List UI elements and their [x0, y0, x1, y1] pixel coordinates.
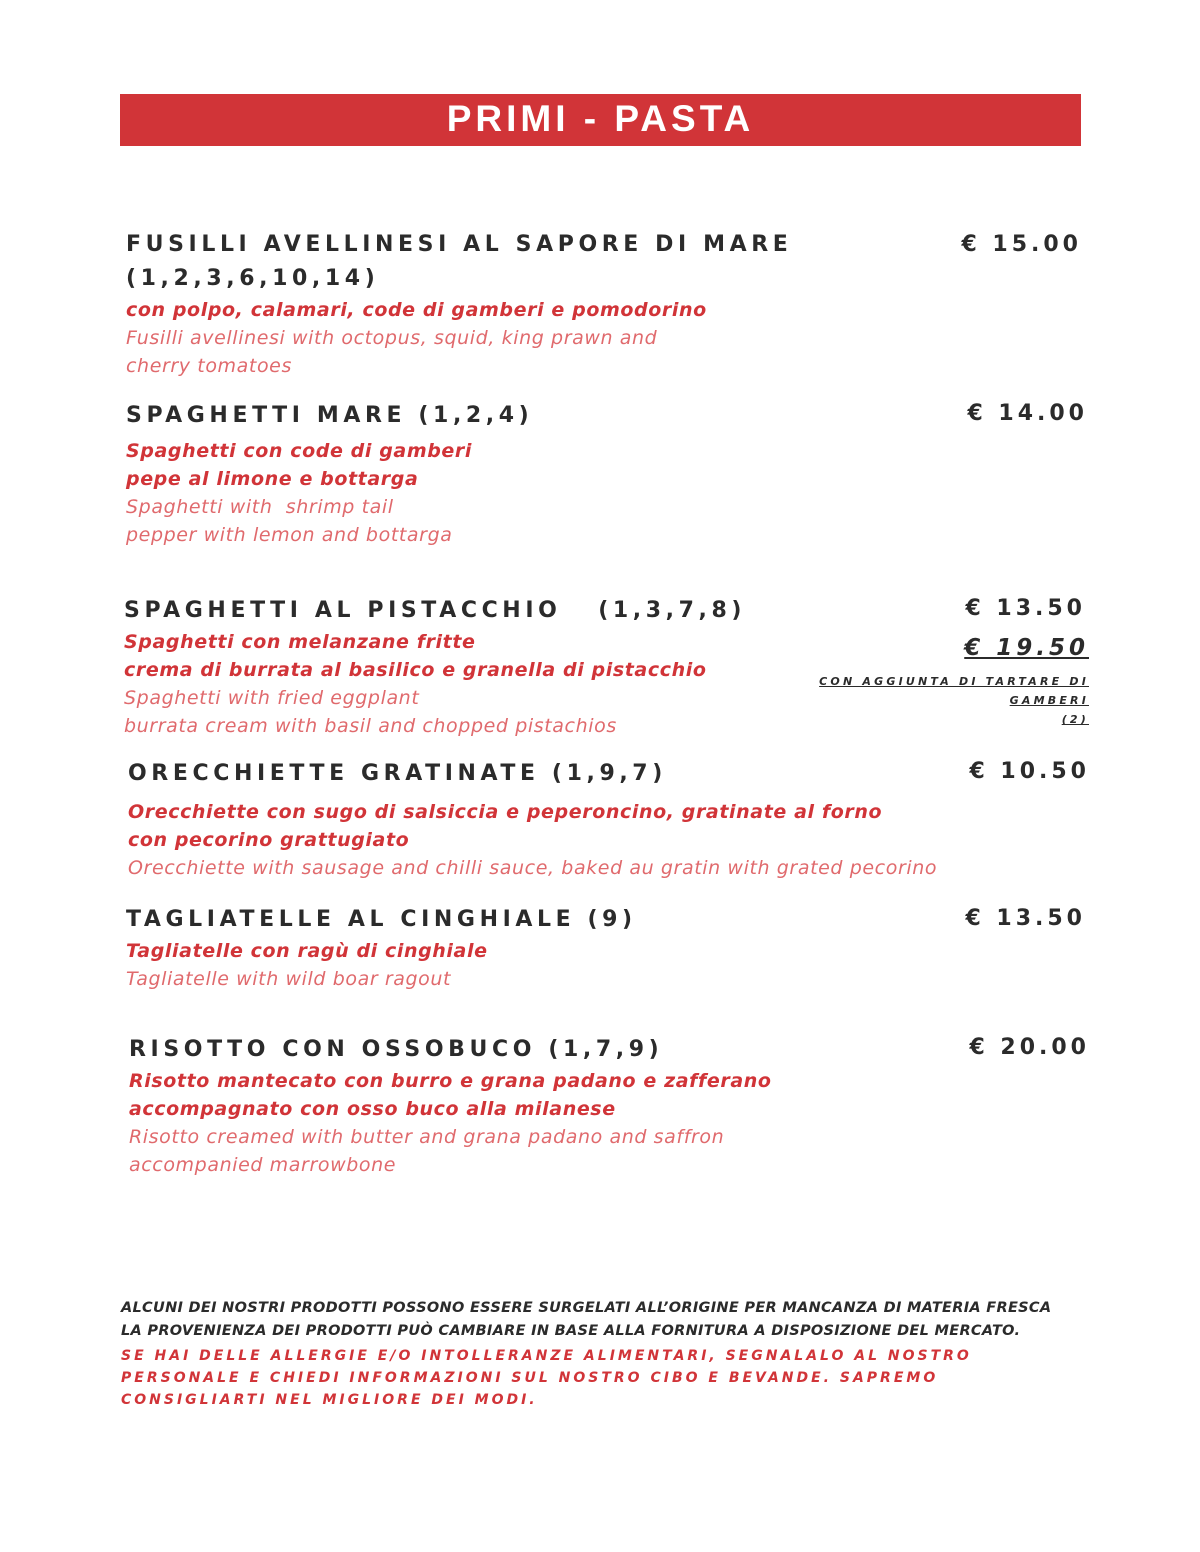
allergy-note: SE HAI DELLE ALLERGIE E/O INTOLLERANZE ALIMENTARI, SEGNALALO AL NOSTRO PERSONALE E CHIEDI INFORMAZIONI SUL NOSTRO CIBO E BEVANDE. SAPREMO CONSIGLIARTI NEL MIGLIORE DEI MODI.: [121, 1348, 972, 1408]
addon-note-line: CON AGGIUNTA DI TARTARE DI: [819, 675, 1089, 688]
addon-note-line: GAMBERI: [1009, 694, 1089, 707]
item-description-en: Spaghetti with shrimp tail: [126, 496, 394, 518]
item-price: € 13.50: [965, 596, 1086, 621]
item-description-it: crema di burrata al basilico e granella di pistacchio: [124, 659, 707, 681]
addon-note: [789, 672, 1089, 729]
item-allergens: (1,2,3,6,10,14): [126, 266, 380, 291]
item-description-en: Fusilli avellinesi with octopus, squid, king prawn and: [126, 327, 658, 349]
item-description-en: Orecchiette with sausage and chilli sauce, baked au gratin with grated pecorino: [128, 857, 938, 879]
item-description-it: con pecorino grattugiato: [128, 829, 410, 851]
item-description-it: Spaghetti con melanzane fritte: [124, 631, 476, 653]
item-price-with-addon: € 19.50: [964, 635, 1089, 661]
item-description-en: Spaghetti with fried eggplant: [124, 687, 420, 709]
section-header: [120, 94, 1081, 146]
item-title: FUSILLI AVELLINESI AL SAPORE DI MARE: [126, 232, 793, 257]
item-price: € 13.50: [965, 906, 1086, 931]
item-description-en: cherry tomatoes: [126, 355, 292, 377]
item-title: RISOTTO CON OSSOBUCO (1,7,9): [129, 1037, 664, 1062]
menu-item-risotto: [129, 1033, 772, 1179]
origin-note: LA PROVENIENZA DEI PRODOTTI PUÒ CAMBIARE IN BASE ALLA FORNITURA A DISPOSIZIONE DEL MERCATO.: [121, 1323, 1021, 1339]
item-price: € 20.00: [969, 1035, 1090, 1060]
item-price: € 15.00: [961, 232, 1082, 257]
item-description-en: pepper with lemon and bottarga: [126, 524, 453, 546]
item-description-it: Orecchiette con sugo di salsiccia e peperoncino, gratinate al forno: [128, 801, 883, 823]
item-description-it: con polpo, calamari, code di gamberi e pomodorino: [126, 299, 707, 321]
item-description-it: accompagnato con osso buco alla milanese: [129, 1098, 616, 1120]
item-title: SPAGHETTI MARE (1,2,4): [126, 403, 534, 428]
item-description-en: burrata cream with basil and chopped pistachios: [124, 715, 617, 737]
item-description-it: Spaghetti con code di gamberi: [126, 440, 473, 462]
item-description-en: Risotto creamed with butter and grana padano and saffron: [129, 1126, 725, 1148]
item-description-en: Tagliatelle with wild boar ragout: [126, 968, 452, 990]
item-title: TAGLIATELLE AL CINGHIALE (9): [126, 907, 637, 932]
frozen-products-note: ALCUNI DEI NOSTRI PRODOTTI POSSONO ESSERE SURGELATI ALL’ORIGINE PER MANCANZA DI MATERIA FRESCA: [121, 1300, 1052, 1316]
footer-notes: [121, 1297, 1061, 1411]
addon-note-line: (2): [1061, 713, 1089, 726]
menu-item-tagliatelle: [126, 903, 637, 993]
item-title: ORECCHIETTE GRATINATE (1,9,7): [128, 761, 667, 786]
section-title: PRIMI - PASTA: [446, 98, 755, 139]
item-description-it: Tagliatelle con ragù di cinghiale: [126, 940, 488, 962]
menu-item-spaghetti-mare: [126, 399, 533, 549]
item-price: € 14.00: [967, 401, 1088, 426]
item-description-en: accompanied marrowbone: [129, 1154, 397, 1176]
item-title: SPAGHETTI AL PISTACCHIO (1,3,7,8): [124, 598, 747, 623]
item-price: € 10.50: [969, 759, 1090, 784]
item-description-it: pepe al limone e bottarga: [126, 468, 419, 490]
item-description-it: Risotto mantecato con burro e grana padano e zafferano: [129, 1070, 772, 1092]
menu-item-orecchiette: [128, 757, 937, 882]
menu-item-fusilli: [126, 228, 792, 380]
menu-item-spaghetti-pistacchio: [124, 594, 746, 740]
